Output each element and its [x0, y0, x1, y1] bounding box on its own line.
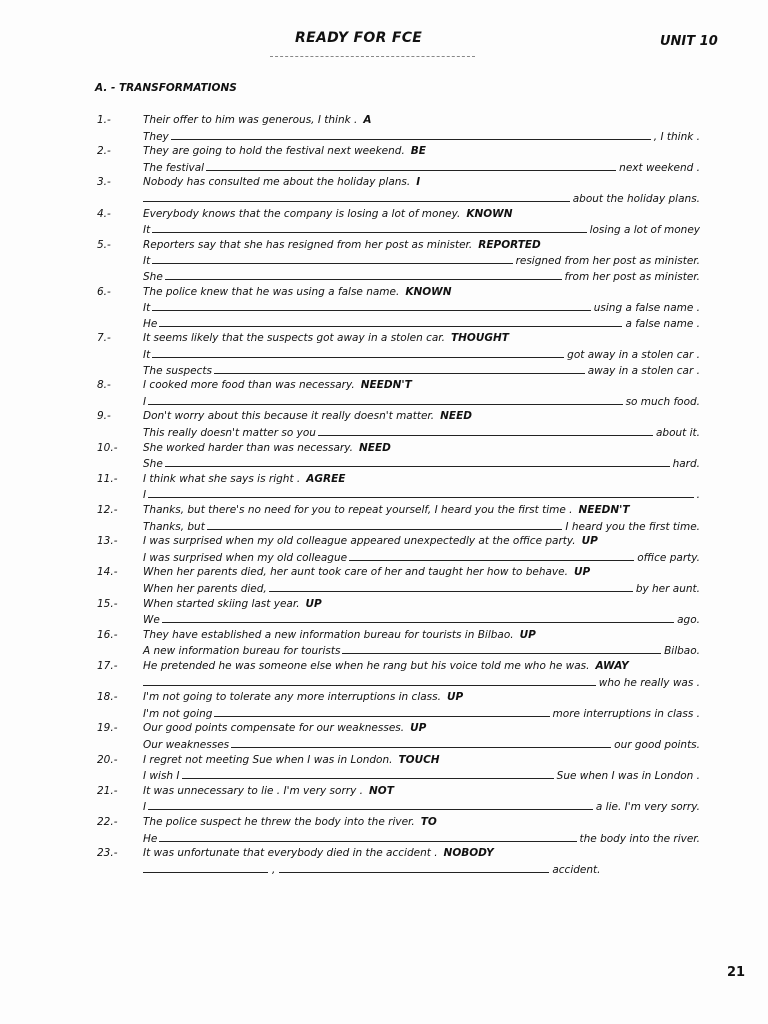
answer-blank[interactable]: [165, 279, 562, 280]
item-number: 7.-: [97, 332, 111, 345]
answer-suffix: hard.: [672, 458, 700, 471]
answer-blank[interactable]: [349, 560, 634, 561]
prompt-text: They are going to hold the festival next weekend.: [143, 145, 405, 158]
item-number: 22.-: [97, 816, 118, 828]
answer-suffix: a false name .: [625, 317, 700, 330]
answer-blank[interactable]: [159, 841, 576, 842]
answer-line: [143, 315, 700, 330]
answer-suffix: about it.: [655, 426, 700, 439]
answer-suffix: accident.: [552, 863, 601, 876]
answer-blank[interactable]: [152, 232, 586, 233]
prompt-text: The police knew that he was using a false name.: [143, 285, 400, 298]
answer-blank[interactable]: [152, 357, 564, 358]
item-number: 9.-: [97, 410, 111, 423]
prompt-text: They have established a new information bureau for tourists in Bilbao.: [143, 628, 514, 641]
answer-suffix: who he really was .: [598, 676, 700, 689]
prompt-text: I'm not going to tolerate any more interruptions in class.: [143, 691, 441, 704]
answer-line: [143, 268, 700, 283]
item-number: 10.-: [97, 441, 118, 454]
key-word: A: [363, 114, 372, 126]
key-word: AGREE: [306, 472, 346, 485]
item-number: 3.-: [97, 176, 111, 189]
answer-line: [143, 736, 700, 751]
answer-blank[interactable]: [159, 326, 622, 327]
item-prompt: [143, 566, 590, 578]
answer-blank[interactable]: [143, 201, 570, 202]
item-prompt: [143, 332, 509, 344]
item-prompt: [143, 847, 494, 859]
item-prompt: [143, 442, 391, 454]
answer-blank[interactable]: [143, 685, 596, 686]
answer-suffix: away in a stolen car .: [587, 364, 700, 377]
answer-prefix: Thanks, but: [143, 520, 205, 533]
key-word: NOBODY: [443, 847, 494, 860]
answer-line: [143, 221, 700, 236]
key-word: NEED: [358, 441, 391, 454]
answer-line: [143, 798, 700, 813]
item-prompt: [143, 145, 426, 157]
answer-line: [143, 424, 700, 439]
page-number: 21: [727, 965, 746, 980]
key-word: UP: [305, 597, 322, 610]
prompt-text: It seems likely that the suspects got away in a stolen car.: [143, 332, 445, 345]
answer-blank[interactable]: [206, 170, 616, 171]
prompt-text: Nobody has consulted me about the holiday plans.: [143, 176, 411, 189]
item-prompt: [143, 598, 322, 610]
item-prompt: [143, 239, 541, 251]
prompt-text: It was unnecessary to lie . I'm very sorry .: [143, 784, 363, 797]
prompt-text: It was unfortunate that everybody died in the accident .: [143, 847, 438, 860]
header-unit: UNIT 10: [660, 34, 718, 49]
item-number: 20.-: [97, 753, 118, 766]
answer-blank[interactable]: [162, 622, 674, 623]
answer-blank[interactable]: [214, 373, 585, 374]
key-word: UP: [410, 722, 427, 735]
key-word: BE: [410, 145, 426, 158]
answer-line: [143, 580, 700, 595]
item-number: 15.-: [97, 597, 118, 610]
item-number: 16.-: [97, 628, 118, 641]
answer-blank[interactable]: [148, 404, 622, 405]
prompt-text: She worked harder than was necessary.: [143, 441, 353, 454]
answer-prefix: I: [143, 489, 147, 502]
item-number: 21.-: [97, 784, 118, 797]
answer-prefix: I wish I: [143, 770, 180, 783]
key-word: KNOWN: [405, 285, 452, 298]
item-prompt: [143, 535, 598, 547]
key-word: AWAY: [595, 660, 629, 672]
item-number: 11.-: [97, 472, 118, 485]
item-prompt: [143, 754, 440, 766]
prompt-text: When her parents died, her aunt took care of her and taught her how to behave.: [143, 566, 568, 579]
item-number: 19.-: [97, 722, 118, 735]
prompt-text: Don't worry about this because it really doesn't matter.: [143, 410, 435, 423]
answer-line: [143, 128, 700, 143]
item-number: 17.-: [97, 660, 118, 672]
answer-suffix: about the holiday plans.: [572, 192, 700, 205]
answer-line: [143, 362, 700, 377]
answer-suffix: Bilbao.: [664, 645, 700, 658]
key-word: NEEDN'T: [360, 379, 412, 392]
answer-prefix: I: [143, 395, 147, 408]
answer-prefix: It: [143, 255, 151, 268]
answer-suffix: ago.: [677, 614, 700, 627]
item-number: 2.-: [97, 145, 111, 158]
answer-suffix: I heard you the first time.: [565, 520, 700, 533]
answer-prefix: It: [143, 302, 151, 315]
answer-prefix: It: [143, 348, 151, 361]
item-number: 12.-: [97, 504, 118, 516]
prompt-text: Thanks, but there's no need for you to repeat yourself, I heard you the first time .: [143, 504, 573, 516]
item-number: 23.-: [97, 847, 118, 860]
answer-blank[interactable]: [231, 747, 611, 748]
answer-prefix: The festival: [143, 161, 205, 174]
key-word: NOT: [368, 784, 394, 797]
answer-suffix: the body into the river.: [579, 832, 700, 845]
answer-line: [143, 830, 700, 845]
key-word: REPORTED: [478, 238, 541, 251]
prompt-text: Our good points compensate for our weaknesses.: [143, 722, 405, 735]
answer-blank[interactable]: [171, 139, 651, 140]
answer-blank[interactable]: [165, 466, 670, 467]
answer-comma: ,: [272, 863, 276, 876]
answer-prefix: The suspects: [143, 364, 212, 377]
item-prompt: [143, 286, 452, 298]
answer-prefix: I'm not going: [143, 707, 213, 720]
answer-suffix: losing a lot of money: [589, 224, 700, 237]
answer-blank[interactable]: [318, 435, 653, 436]
answer-suffix: so much food.: [625, 395, 700, 408]
item-number: 8.-: [97, 379, 111, 392]
item-number: 1.-: [97, 114, 111, 126]
answer-suffix: Sue when I was in London .: [556, 770, 700, 783]
answer-prefix: We: [143, 614, 160, 627]
item-number: 14.-: [97, 566, 118, 579]
answer-suffix: got away in a stolen car .: [567, 348, 700, 361]
key-word: TO: [420, 816, 437, 828]
answer-prefix: I was surprised when my old colleague: [143, 551, 348, 564]
key-word: UP: [519, 628, 536, 641]
answer-line: [143, 767, 700, 782]
item-prompt: [143, 208, 513, 220]
prompt-text: Their offer to him was generous, I think .: [143, 114, 358, 126]
item-prompt: [143, 379, 412, 391]
answer-line: [143, 252, 700, 267]
item-prompt: [143, 114, 372, 126]
answer-suffix: more interruptions in class .: [552, 707, 700, 720]
answer-suffix: , I think .: [653, 130, 700, 143]
answer-line: [143, 642, 700, 657]
key-word: UP: [446, 691, 464, 704]
answer-line: [143, 611, 700, 626]
answer-prefix: Our weaknesses: [143, 738, 230, 751]
prompt-text: I was surprised when my old colleague appeared unexpectedly at the office party.: [143, 535, 576, 548]
header-title: READY FOR FCE: [295, 30, 423, 46]
key-word: NEED: [440, 410, 472, 423]
answer-prefix: He: [143, 832, 158, 845]
answer-prefix: He: [143, 317, 158, 330]
answer-line: [143, 455, 700, 470]
answer-line: [143, 346, 700, 361]
item-prompt: [143, 816, 437, 828]
header-underline: [270, 56, 475, 57]
item-prompt: [143, 504, 630, 516]
key-word: I: [416, 176, 421, 189]
answer-suffix: using a false name .: [593, 302, 700, 315]
item-number: 6.-: [97, 285, 111, 298]
item-prompt: [143, 785, 394, 797]
section-title: A. - TRANSFORMATIONS: [95, 82, 237, 94]
answer-line: [143, 190, 700, 205]
answer-suffix: from her post as minister.: [564, 270, 700, 283]
answer-line: [143, 486, 700, 501]
answer-blank[interactable]: [143, 872, 268, 873]
prompt-text: Everybody knows that the company is losing a lot of money.: [143, 207, 461, 220]
prompt-text: I cooked more food than was necessary.: [143, 379, 355, 392]
answer-blank[interactable]: [342, 653, 661, 654]
prompt-text: The police suspect he threw the body into the river.: [143, 816, 415, 828]
answer-blank[interactable]: [148, 497, 694, 498]
item-number: 4.-: [97, 207, 111, 220]
prompt-text: I regret not meeting Sue when I was in London.: [143, 753, 393, 766]
answer-blank[interactable]: [152, 263, 512, 264]
item-prompt: [143, 473, 345, 485]
answer-suffix: by her aunt.: [635, 582, 700, 595]
key-word: KNOWN: [466, 207, 513, 220]
prompt-text: When started skiing last year.: [143, 597, 300, 610]
answer-suffix: resigned from her post as minister.: [515, 255, 700, 268]
item-number: 5.-: [97, 238, 111, 251]
item-prompt: [143, 722, 426, 734]
answer-line: [143, 518, 700, 533]
answer-blank[interactable]: [182, 778, 554, 779]
answer-line: [143, 393, 700, 408]
answer-line: [143, 159, 700, 174]
answer-line: [143, 549, 700, 564]
answer-blank[interactable]: [207, 529, 563, 530]
answer-line: [143, 861, 700, 876]
answer-prefix: She: [143, 458, 163, 471]
answer-prefix: I: [143, 801, 147, 814]
answer-prefix: They: [143, 130, 169, 143]
answer-prefix: A new information bureau for tourists: [143, 645, 341, 658]
answer-line: [143, 299, 700, 314]
answer-suffix: office party.: [637, 551, 700, 564]
key-word: UP: [581, 535, 598, 548]
key-word: THOUGHT: [450, 332, 509, 345]
answer-blank[interactable]: [152, 310, 591, 311]
answer-suffix: a lie. I'm very sorry.: [595, 801, 700, 814]
item-prompt: [143, 660, 629, 672]
item-prompt: [143, 629, 536, 641]
answer-line: [143, 705, 700, 720]
answer-prefix: When her parents died,: [143, 582, 267, 595]
prompt-text: He pretended he was someone else when he rang but his voice told me who he was.: [143, 660, 590, 672]
answer-prefix: It: [143, 224, 151, 237]
key-word: NEEDN'T: [578, 504, 630, 516]
answer-blank[interactable]: [148, 809, 593, 810]
answer-line: [143, 674, 700, 689]
item-prompt: [143, 176, 420, 188]
key-word: UP: [573, 566, 591, 579]
prompt-text: Reporters say that she has resigned from her post as minister.: [143, 238, 473, 251]
answer-suffix: .: [696, 489, 700, 502]
item-number: 13.-: [97, 535, 118, 548]
answer-blank[interactable]: [214, 716, 549, 717]
prompt-text: I think what she says is right .: [143, 472, 301, 485]
answer-blank[interactable]: [269, 591, 633, 592]
answer-prefix: This really doesn't matter so you: [143, 426, 316, 439]
item-prompt: [143, 691, 463, 703]
item-prompt: [143, 410, 472, 422]
answer-prefix: She: [143, 270, 163, 283]
answer-suffix: our good points.: [614, 738, 700, 751]
key-word: TOUCH: [398, 753, 440, 766]
answer-blank[interactable]: [279, 872, 549, 873]
answer-suffix: next weekend .: [619, 161, 700, 174]
item-number: 18.-: [97, 691, 118, 704]
